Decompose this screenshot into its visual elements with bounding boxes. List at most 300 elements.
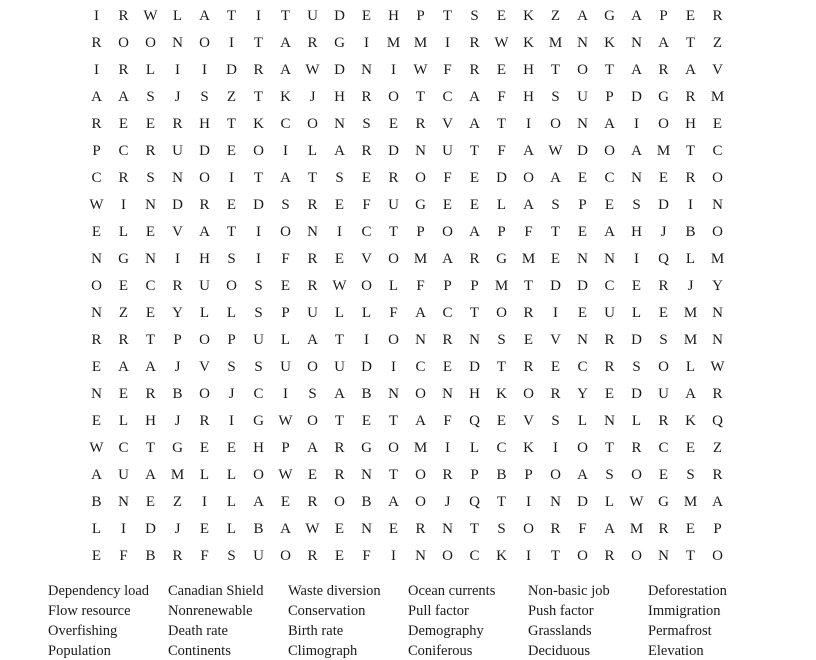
grid-letter[interactable]: J xyxy=(174,359,181,375)
grid-letter[interactable]: A xyxy=(712,494,723,510)
grid-letter[interactable]: M xyxy=(413,440,428,456)
grid-letter[interactable]: L xyxy=(226,467,237,483)
grid-letter[interactable]: T xyxy=(280,8,291,24)
grid-letter[interactable]: A xyxy=(253,494,264,510)
grid-letter[interactable]: E xyxy=(280,494,291,510)
grid-letter[interactable]: G xyxy=(496,251,507,267)
grid-letter[interactable]: O xyxy=(523,170,534,186)
grid-letter[interactable]: S xyxy=(551,89,560,105)
grid-letter[interactable]: L xyxy=(334,305,345,321)
grid-letter[interactable]: A xyxy=(118,89,129,105)
grid-letter[interactable]: N xyxy=(550,494,561,510)
grid-letter[interactable]: N xyxy=(361,467,372,483)
grid-letter[interactable]: N xyxy=(577,35,588,51)
grid-letter[interactable]: F xyxy=(443,62,452,78)
grid-letter[interactable]: A xyxy=(604,116,615,132)
grid-letter[interactable]: D xyxy=(334,8,345,24)
grid-letter[interactable]: I xyxy=(553,440,558,456)
grid-letter[interactable]: U xyxy=(577,89,588,105)
grid-letter[interactable]: S xyxy=(254,305,263,321)
grid-letter[interactable]: C xyxy=(577,359,588,375)
grid-letter[interactable]: O xyxy=(361,278,372,294)
grid-letter[interactable]: T xyxy=(334,332,345,348)
grid-letter[interactable]: R xyxy=(118,8,129,24)
grid-letter[interactable]: C xyxy=(712,143,723,159)
grid-letter[interactable]: S xyxy=(632,197,641,213)
grid-letter[interactable]: D xyxy=(550,278,561,294)
grid-letter[interactable]: I xyxy=(175,62,180,78)
grid-letter[interactable]: I xyxy=(526,116,531,132)
grid-letter[interactable]: R xyxy=(307,278,318,294)
grid-letter[interactable]: F xyxy=(497,143,506,159)
grid-letter[interactable]: A xyxy=(280,521,291,537)
grid-letter[interactable]: H xyxy=(469,386,480,402)
grid-letter[interactable]: E xyxy=(361,413,372,429)
grid-letter[interactable]: S xyxy=(146,170,155,186)
grid-letter[interactable]: R xyxy=(145,386,156,402)
grid-letter[interactable]: L xyxy=(145,62,156,78)
grid-letter[interactable]: I xyxy=(283,143,288,159)
grid-letter[interactable]: O xyxy=(388,332,399,348)
grid-letter[interactable]: R xyxy=(361,143,372,159)
grid-letter[interactable]: A xyxy=(577,467,588,483)
grid-letter[interactable]: R xyxy=(307,548,318,564)
grid-letter[interactable]: W xyxy=(629,494,644,510)
grid-letter[interactable]: C xyxy=(469,548,480,564)
grid-letter[interactable]: O xyxy=(415,170,426,186)
grid-letter[interactable]: A xyxy=(658,35,669,51)
grid-letter[interactable]: I xyxy=(121,197,126,213)
grid-letter[interactable]: R xyxy=(550,386,561,402)
grid-letter[interactable]: C xyxy=(496,440,507,456)
grid-letter[interactable]: F xyxy=(443,170,452,186)
grid-letter[interactable]: E xyxy=(91,548,102,564)
grid-letter[interactable]: I xyxy=(391,359,396,375)
grid-letter[interactable]: T xyxy=(226,116,237,132)
grid-letter[interactable]: O xyxy=(280,548,291,564)
grid-letter[interactable]: J xyxy=(174,521,181,537)
grid-letter[interactable]: I xyxy=(283,386,288,402)
grid-letter[interactable]: N xyxy=(604,251,615,267)
grid-letter[interactable]: F xyxy=(200,548,209,564)
grid-letter[interactable]: E xyxy=(496,413,507,429)
grid-letter[interactable]: I xyxy=(634,251,639,267)
grid-letter[interactable]: O xyxy=(442,548,453,564)
grid-letter[interactable]: W xyxy=(332,278,347,294)
grid-letter[interactable]: O xyxy=(415,386,426,402)
grid-letter[interactable]: R xyxy=(604,332,615,348)
grid-letter[interactable]: A xyxy=(469,116,480,132)
grid-letter[interactable]: S xyxy=(659,332,668,348)
grid-letter[interactable]: P xyxy=(92,143,101,159)
grid-letter[interactable]: E xyxy=(496,8,507,24)
grid-letter[interactable]: I xyxy=(364,332,369,348)
grid-letter[interactable]: O xyxy=(199,35,210,51)
grid-letter[interactable]: O xyxy=(442,224,453,240)
grid-letter[interactable]: L xyxy=(496,197,507,213)
grid-letter[interactable]: N xyxy=(604,413,615,429)
grid-letter[interactable]: R xyxy=(469,251,480,267)
grid-letter[interactable]: A xyxy=(280,35,291,51)
grid-letter[interactable]: E xyxy=(334,548,345,564)
grid-letter[interactable]: A xyxy=(523,143,534,159)
grid-letter[interactable]: R xyxy=(172,548,183,564)
grid-letter[interactable]: K xyxy=(523,440,534,456)
grid-letter[interactable]: L xyxy=(577,413,588,429)
grid-letter[interactable]: C xyxy=(604,170,615,186)
grid-letter[interactable]: R xyxy=(604,359,615,375)
grid-letter[interactable]: C xyxy=(118,440,129,456)
grid-letter[interactable]: I xyxy=(229,35,234,51)
grid-letter[interactable]: K xyxy=(523,8,534,24)
grid-letter[interactable]: A xyxy=(91,467,102,483)
grid-letter[interactable]: P xyxy=(416,8,425,24)
grid-letter[interactable]: E xyxy=(199,440,210,456)
grid-letter[interactable]: P xyxy=(416,224,425,240)
grid-letter[interactable]: T xyxy=(523,278,534,294)
grid-letter[interactable]: M xyxy=(710,251,725,267)
grid-letter[interactable]: R xyxy=(307,251,318,267)
grid-letter[interactable]: E xyxy=(685,440,696,456)
grid-letter[interactable]: I xyxy=(175,251,180,267)
grid-letter[interactable]: U xyxy=(199,278,210,294)
grid-letter[interactable]: H xyxy=(199,251,210,267)
grid-letter[interactable]: N xyxy=(172,170,183,186)
grid-letter[interactable]: L xyxy=(685,251,696,267)
grid-letter[interactable]: I xyxy=(229,170,234,186)
grid-letter[interactable]: L xyxy=(226,494,237,510)
grid-letter[interactable]: Z xyxy=(172,494,183,510)
grid-letter[interactable]: I xyxy=(445,35,450,51)
grid-letter[interactable]: N xyxy=(307,224,318,240)
grid-letter[interactable]: T xyxy=(253,170,264,186)
grid-letter[interactable]: V xyxy=(361,251,372,267)
grid-letter[interactable]: L xyxy=(469,440,480,456)
grid-letter[interactable]: R xyxy=(145,143,156,159)
grid-letter[interactable]: G xyxy=(334,35,345,51)
grid-letter[interactable]: T xyxy=(388,413,399,429)
grid-letter[interactable]: N xyxy=(631,170,642,186)
grid-letter[interactable]: E xyxy=(550,251,561,267)
grid-letter[interactable]: T xyxy=(145,440,156,456)
grid-letter[interactable]: R xyxy=(91,332,102,348)
grid-letter[interactable]: E xyxy=(604,197,615,213)
grid-letter[interactable]: O xyxy=(253,467,264,483)
grid-letter[interactable]: N xyxy=(442,386,453,402)
grid-letter[interactable]: E xyxy=(631,278,642,294)
grid-letter[interactable]: Z xyxy=(226,89,237,105)
grid-letter[interactable]: U xyxy=(307,8,318,24)
grid-letter[interactable]: V xyxy=(712,62,723,78)
grid-letter[interactable]: R xyxy=(118,332,129,348)
grid-letter[interactable]: Q xyxy=(712,413,723,429)
grid-letter[interactable]: D xyxy=(253,197,264,213)
grid-letter[interactable]: R xyxy=(712,8,723,24)
grid-letter[interactable]: O xyxy=(550,467,561,483)
grid-letter[interactable]: R xyxy=(469,62,480,78)
grid-letter[interactable]: L xyxy=(199,305,210,321)
grid-letter[interactable]: Z xyxy=(550,8,561,24)
grid-letter[interactable]: A xyxy=(145,467,156,483)
grid-letter[interactable]: T xyxy=(496,116,507,132)
grid-letter[interactable]: P xyxy=(713,521,722,537)
grid-letter[interactable]: N xyxy=(388,386,399,402)
grid-letter[interactable]: E xyxy=(712,116,723,132)
grid-letter[interactable]: I xyxy=(202,494,207,510)
grid-letter[interactable]: F xyxy=(281,251,290,267)
grid-letter[interactable]: I xyxy=(526,494,531,510)
grid-letter[interactable]: A xyxy=(415,413,426,429)
grid-letter[interactable]: M xyxy=(386,35,401,51)
grid-letter[interactable]: R xyxy=(658,413,669,429)
grid-letter[interactable]: N xyxy=(91,251,102,267)
grid-letter[interactable]: N xyxy=(712,305,723,321)
grid-letter[interactable]: A xyxy=(334,386,345,402)
grid-letter[interactable]: P xyxy=(470,467,479,483)
grid-letter[interactable]: E xyxy=(145,305,156,321)
grid-letter[interactable]: O xyxy=(280,224,291,240)
grid-letter[interactable]: S xyxy=(254,359,263,375)
grid-letter[interactable]: E xyxy=(658,170,669,186)
grid-letter[interactable]: D xyxy=(577,278,588,294)
grid-letter[interactable]: N xyxy=(145,197,156,213)
grid-letter[interactable]: V xyxy=(199,359,210,375)
grid-letter[interactable]: W xyxy=(305,521,320,537)
grid-letter[interactable]: T xyxy=(469,305,480,321)
grid-letter[interactable]: T xyxy=(334,413,345,429)
grid-letter[interactable]: E xyxy=(361,170,372,186)
grid-letter[interactable]: L xyxy=(172,8,183,24)
grid-letter[interactable]: R xyxy=(415,521,426,537)
grid-letter[interactable]: I xyxy=(688,197,693,213)
grid-letter[interactable]: P xyxy=(659,8,668,24)
grid-letter[interactable]: O xyxy=(712,170,723,186)
grid-letter[interactable]: F xyxy=(578,521,587,537)
grid-letter[interactable]: M xyxy=(548,35,563,51)
grid-letter[interactable]: A xyxy=(307,440,318,456)
grid-letter[interactable]: E xyxy=(145,494,156,510)
grid-letter[interactable]: S xyxy=(470,8,479,24)
grid-letter[interactable]: W xyxy=(89,440,104,456)
grid-letter[interactable]: S xyxy=(497,332,506,348)
grid-letter[interactable]: O xyxy=(199,386,210,402)
grid-letter[interactable]: D xyxy=(145,521,156,537)
grid-letter[interactable]: S xyxy=(551,197,560,213)
grid-letter[interactable]: E xyxy=(118,386,129,402)
grid-letter[interactable]: O xyxy=(550,116,561,132)
grid-letter[interactable]: Y xyxy=(172,305,183,321)
grid-letter[interactable]: L xyxy=(91,521,102,537)
grid-letter[interactable]: R xyxy=(712,467,723,483)
grid-letter[interactable]: C xyxy=(658,440,669,456)
grid-letter[interactable]: I xyxy=(553,305,558,321)
grid-letter[interactable]: A xyxy=(604,224,615,240)
grid-letter[interactable]: M xyxy=(413,251,428,267)
grid-letter[interactable]: N xyxy=(631,35,642,51)
grid-letter[interactable]: L xyxy=(118,224,129,240)
grid-letter[interactable]: A xyxy=(442,251,453,267)
grid-letter[interactable]: E xyxy=(577,170,588,186)
grid-letter[interactable]: R xyxy=(361,89,372,105)
grid-letter[interactable]: O xyxy=(145,35,156,51)
grid-letter[interactable]: B xyxy=(685,224,696,240)
grid-letter[interactable]: D xyxy=(199,143,210,159)
grid-letter[interactable]: C xyxy=(253,386,264,402)
grid-letter[interactable]: M xyxy=(683,305,698,321)
grid-letter[interactable]: O xyxy=(199,332,210,348)
grid-letter[interactable]: H xyxy=(685,116,696,132)
grid-letter[interactable]: N xyxy=(712,197,723,213)
grid-letter[interactable]: O xyxy=(226,278,237,294)
grid-letter[interactable]: R xyxy=(658,521,669,537)
grid-letter[interactable]: A xyxy=(550,170,561,186)
grid-letter[interactable]: R xyxy=(442,467,453,483)
grid-letter[interactable]: T xyxy=(604,440,615,456)
grid-letter[interactable]: S xyxy=(335,170,344,186)
grid-letter[interactable]: T xyxy=(415,89,426,105)
grid-letter[interactable]: D xyxy=(631,332,642,348)
grid-letter[interactable]: E xyxy=(334,521,345,537)
grid-letter[interactable]: J xyxy=(660,224,667,240)
grid-letter[interactable]: L xyxy=(118,413,129,429)
grid-letter[interactable]: I xyxy=(256,224,261,240)
grid-letter[interactable]: N xyxy=(361,521,372,537)
grid-letter[interactable]: U xyxy=(334,359,345,375)
grid-letter[interactable]: M xyxy=(494,278,509,294)
grid-letter[interactable]: H xyxy=(388,8,399,24)
grid-letter[interactable]: U xyxy=(172,143,183,159)
grid-letter[interactable]: O xyxy=(388,440,399,456)
grid-letter[interactable]: Y xyxy=(577,386,588,402)
grid-letter[interactable]: N xyxy=(712,332,723,348)
grid-letter[interactable]: M xyxy=(656,143,671,159)
grid-letter[interactable]: D xyxy=(577,143,588,159)
grid-letter[interactable]: T xyxy=(307,170,318,186)
grid-letter[interactable]: O xyxy=(712,548,723,564)
grid-letter[interactable]: T xyxy=(604,62,615,78)
grid-letter[interactable]: T xyxy=(442,8,453,24)
grid-letter[interactable]: N xyxy=(658,548,669,564)
grid-letter[interactable]: P xyxy=(173,332,182,348)
grid-letter[interactable]: E xyxy=(658,467,669,483)
grid-letter[interactable]: M xyxy=(413,35,428,51)
grid-letter[interactable]: T xyxy=(685,35,696,51)
grid-letter[interactable]: C xyxy=(91,170,102,186)
grid-letter[interactable]: J xyxy=(309,89,316,105)
grid-letter[interactable]: A xyxy=(631,8,642,24)
grid-letter[interactable]: N xyxy=(415,143,426,159)
grid-letter[interactable]: U xyxy=(388,197,399,213)
grid-letter[interactable]: G xyxy=(361,440,372,456)
grid-letter[interactable]: A xyxy=(280,170,291,186)
grid-letter[interactable]: L xyxy=(280,332,291,348)
grid-letter[interactable]: O xyxy=(118,35,129,51)
grid-letter[interactable]: R xyxy=(712,386,723,402)
grid-letter[interactable]: B xyxy=(361,494,372,510)
grid-letter[interactable]: W xyxy=(305,62,320,78)
grid-letter[interactable]: E xyxy=(604,386,615,402)
grid-letter[interactable]: A xyxy=(118,359,129,375)
grid-letter[interactable]: T xyxy=(388,467,399,483)
grid-letter[interactable]: M xyxy=(683,494,698,510)
grid-letter[interactable]: H xyxy=(199,116,210,132)
grid-letter[interactable]: F xyxy=(416,278,425,294)
grid-letter[interactable]: Z xyxy=(712,35,723,51)
grid-letter[interactable]: K xyxy=(253,116,264,132)
grid-letter[interactable]: S xyxy=(686,467,695,483)
grid-letter[interactable]: E xyxy=(91,224,102,240)
grid-letter[interactable]: A xyxy=(631,143,642,159)
grid-letter[interactable]: R xyxy=(658,278,669,294)
grid-letter[interactable]: F xyxy=(119,548,128,564)
grid-letter[interactable]: T xyxy=(226,224,237,240)
grid-letter[interactable]: R xyxy=(685,89,696,105)
grid-letter[interactable]: S xyxy=(632,359,641,375)
grid-letter[interactable]: E xyxy=(658,305,669,321)
grid-letter[interactable]: N xyxy=(577,251,588,267)
grid-letter[interactable]: R xyxy=(307,197,318,213)
grid-letter[interactable]: J xyxy=(174,413,181,429)
grid-letter[interactable]: S xyxy=(497,521,506,537)
grid-letter[interactable]: F xyxy=(497,89,506,105)
grid-letter[interactable]: A xyxy=(604,521,615,537)
grid-letter[interactable]: M xyxy=(710,89,725,105)
grid-letter[interactable]: P xyxy=(524,467,533,483)
grid-letter[interactable]: O xyxy=(334,494,345,510)
grid-letter[interactable]: E xyxy=(442,197,453,213)
grid-letter[interactable]: O xyxy=(631,548,642,564)
grid-letter[interactable]: O xyxy=(307,116,318,132)
grid-letter[interactable]: N xyxy=(577,116,588,132)
grid-letter[interactable]: F xyxy=(362,197,371,213)
grid-letter[interactable]: T xyxy=(685,548,696,564)
grid-letter[interactable]: K xyxy=(604,35,615,51)
grid-letter[interactable]: I xyxy=(337,224,342,240)
grid-letter[interactable]: A xyxy=(388,494,399,510)
grid-letter[interactable]: A xyxy=(91,89,102,105)
grid-letter[interactable]: N xyxy=(172,35,183,51)
grid-letter[interactable]: W xyxy=(278,413,293,429)
grid-letter[interactable]: R xyxy=(442,332,453,348)
grid-letter[interactable]: R xyxy=(388,170,399,186)
grid-letter[interactable]: G xyxy=(658,89,669,105)
grid-letter[interactable]: O xyxy=(496,305,507,321)
grid-letter[interactable]: R xyxy=(253,62,264,78)
grid-letter[interactable]: B xyxy=(145,548,156,564)
grid-letter[interactable]: E xyxy=(334,197,345,213)
grid-letter[interactable]: S xyxy=(308,386,317,402)
grid-letter[interactable]: E xyxy=(118,116,129,132)
grid-letter[interactable]: T xyxy=(496,359,507,375)
grid-letter[interactable]: S xyxy=(281,197,290,213)
grid-letter[interactable]: N xyxy=(415,332,426,348)
grid-letter[interactable]: C xyxy=(145,278,156,294)
grid-letter[interactable]: O xyxy=(523,521,534,537)
grid-letter[interactable]: U xyxy=(253,548,264,564)
grid-letter[interactable]: J xyxy=(687,278,694,294)
grid-letter[interactable]: G xyxy=(253,413,264,429)
grid-letter[interactable]: D xyxy=(631,89,642,105)
grid-letter[interactable]: R xyxy=(91,116,102,132)
grid-letter[interactable]: R xyxy=(415,116,426,132)
grid-letter[interactable]: D xyxy=(361,359,372,375)
grid-letter[interactable]: Z xyxy=(118,305,129,321)
grid-letter[interactable]: A xyxy=(631,62,642,78)
grid-letter[interactable]: P xyxy=(470,278,479,294)
grid-letter[interactable]: U xyxy=(253,332,264,348)
grid-letter[interactable]: E xyxy=(388,116,399,132)
grid-letter[interactable]: A xyxy=(469,89,480,105)
